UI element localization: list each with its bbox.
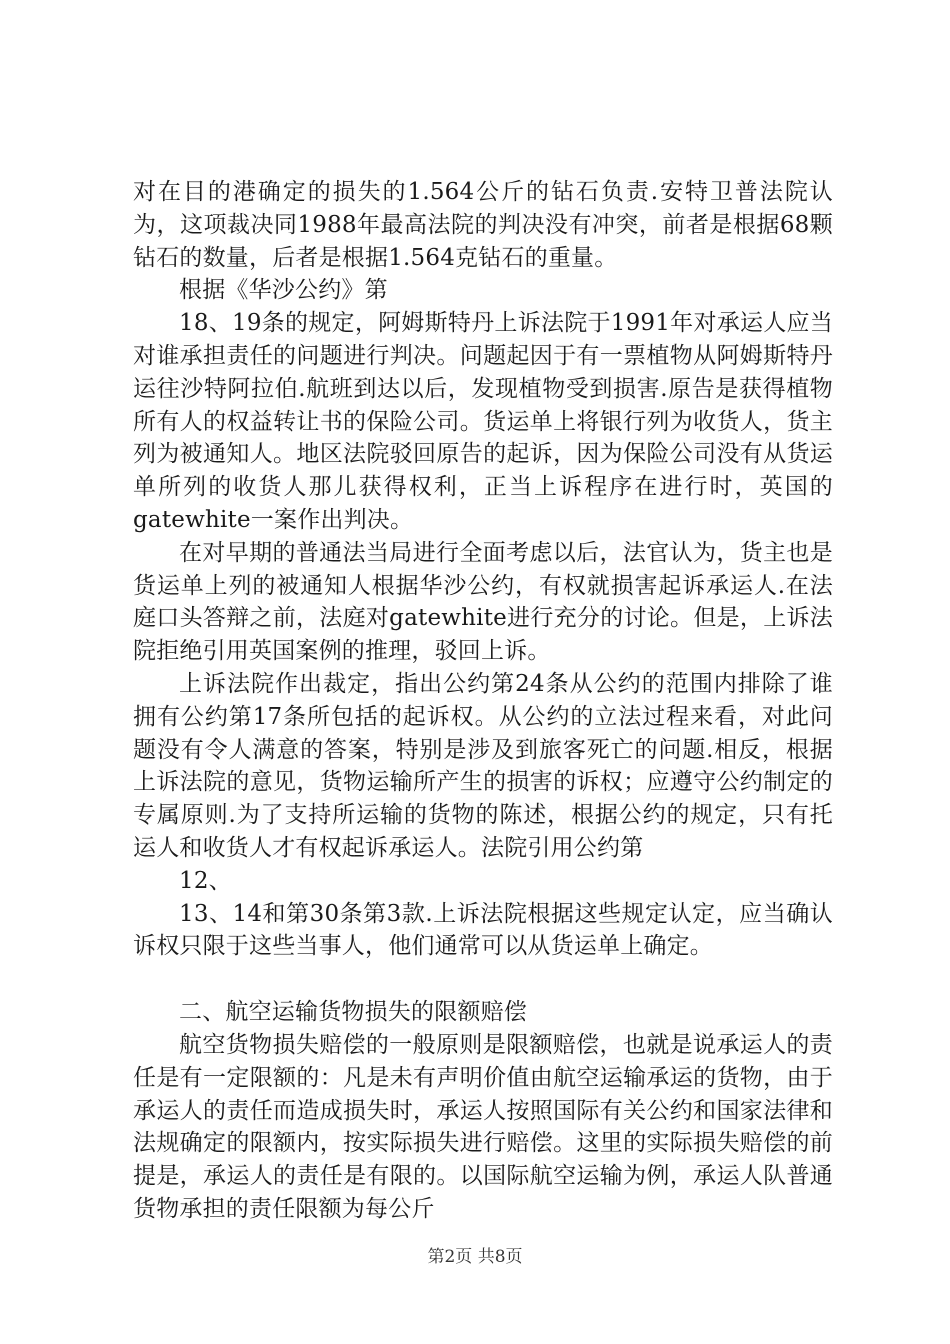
paragraph: 航空货物损失赔偿的一般原则是限额赔偿，也就是说承运人的责任是有一定限额的：凡是未有声明价值由航空运输承运的货物，由于承运人的责任而造成损失时，承运人按照国际有关公约和国家法律和法规确定的限额内，按实际损失进行赔偿。这里的实际损失赔偿的前提是，承运人的责任是有限的。以国际航空运输为例，承运人队普通货物承担的责任限额为每公斤 [133,1031,833,1222]
paragraph: 12、 [179,867,232,894]
paragraph: 上诉法院作出裁定，指出公约第24条从公约的范围内排除了谁拥有公约第17条所包括的起诉权。从公约的立法过程来看，对此问题没有令人满意的答案，特别是涉及到旅客死亡的问题.相反，根据上诉法院的意见，货物运输所产生的损害的诉权；应遵守公约制定的专属原则.为了支持所运输的货物的陈述，根据公约的规定，只有托运人和收货人才有权起诉承运人。法院引用公约第 [133,670,833,861]
page-number-footer: 第2页 共8页 [427,1247,523,1267]
paragraph: 在对早期的普通法当局进行全面考虑以后，法官认为，货主也是货运单上列的被通知人根据华沙公约，有权就损害起诉承运人.在法庭口头答辩之前，法庭对gatewhite进行充分的讨论。但是，上诉法院拒绝引用英国案例的推理，驳回上诉。 [133,539,833,665]
paragraph-spacer [133,963,833,996]
paragraph: 18、19条的规定，阿姆斯特丹上诉法院于1991年对承运人应当对谁承担责任的问题进行判决。问题起因于有一票植物从阿姆斯特丹运往沙特阿拉伯.航班到达以后，发现植物受到损害.原告是获得植物所有人的权益转让书的保险公司。货运单上将银行列为收货人，货主列为被通知人。地区法院驳回原告的起诉，因为保险公司没有从货运单所列的收货人那儿获得权利，正当上诉程序在进行时，英国的gatewhite一案作出判决。 [133,310,833,533]
paragraph: 13、14和第30条第3款.上诉法院根据这些规定认定，应当确认诉权只限于这些当事人，他们通常可以从货运单上确定。 [133,900,833,960]
document-body [133,176,833,1226]
paragraph: 对在目的港确定的损失的1.564公斤的钻石负责.安特卫普法院认为，这项裁决同1988年最高法院的判决没有冲突，前者是根据68颗钻石的数量，后者是根据1.564克钻石的重量。 [133,179,833,271]
section-heading: 二、航空运输货物损失的限额赔偿 [179,999,527,1026]
paragraph: 根据《华沙公约》第 [179,277,388,304]
